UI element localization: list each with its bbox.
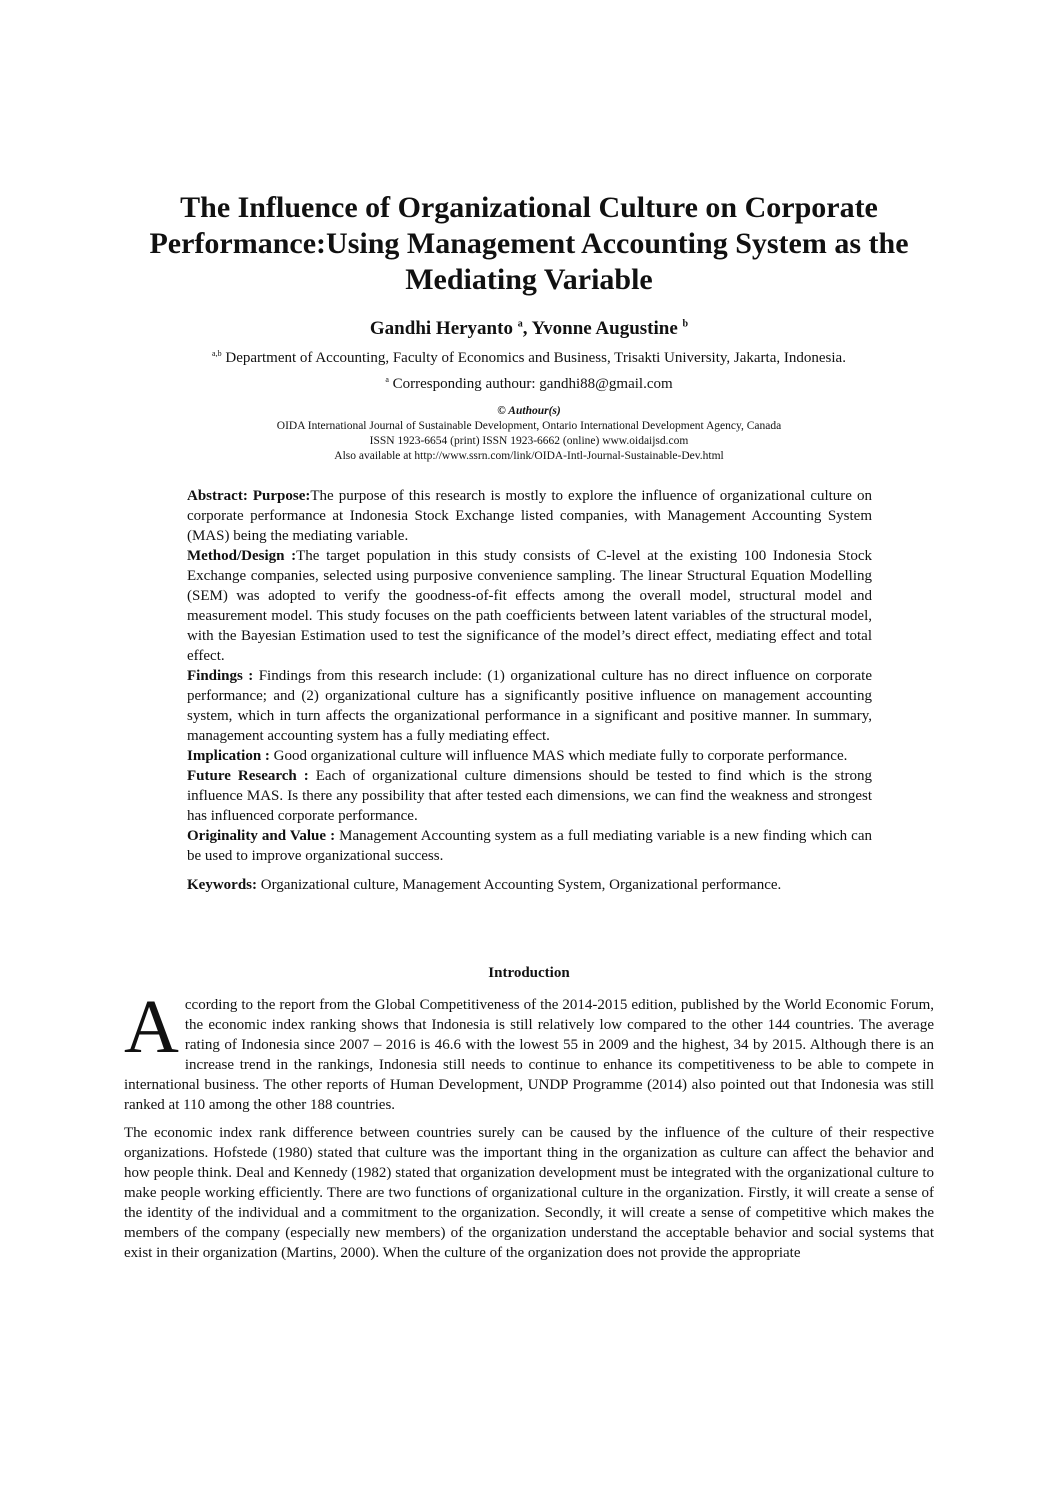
purpose-text: The purpose of this research is mostly to explore the influence of organizational culture on corporate performance at Indonesia Stock Exchange listed companies, with Management Accounting System (MAS) being the mediating variable. bbox=[187, 488, 872, 544]
originality-text: Management Accounting system as a full mediating variable is a new finding which can be used to improve organizational success. bbox=[187, 828, 872, 864]
abstract-method bbox=[187, 546, 872, 666]
affiliation-block bbox=[0, 343, 1058, 395]
keywords-text: Organizational culture, Management Accounting System, Organizational performance. bbox=[257, 877, 782, 893]
findings-label: Findings : bbox=[187, 668, 254, 684]
abstract-implication bbox=[187, 746, 872, 766]
section-heading-introduction: Introduction bbox=[488, 965, 570, 981]
corresponding-line bbox=[0, 369, 1058, 395]
issn-line: ISSN 1923-6654 (print) ISSN 1923-6662 (online) www.oidaijsd.com bbox=[369, 435, 689, 447]
title-line-3: Mediating Variable bbox=[405, 263, 653, 296]
abstract-future-research bbox=[187, 766, 872, 826]
author-1: Gandhi Heryanto bbox=[369, 318, 518, 339]
abstract-label: Abstract: bbox=[187, 488, 248, 504]
abstract-findings bbox=[187, 666, 872, 746]
title-line-1: The Influence of Organizational Culture on Corporate bbox=[180, 191, 878, 224]
paragraph-1-text: ccording to the report from the Global Competitiveness of the 2014-2015 edition, published by the World Economic Forum, the economic index ranking shows that Indonesia is still relatively low compared to the other 144 countries. The average rating of Indonesia since 2007 – 2016 is 46.6 with the lowest 55 in 2009 and the highest, 34 by 2015. Although there is an increase trend in the rankings, Indonesia still needs to continue to enhance its competitiveness to be able to compete in international business. The other reports of Human Development, UNDP Programme (2014) also pointed out that Indonesia was still ranked at 110 among the other 188 countries. bbox=[124, 997, 934, 1113]
affiliation-sup: a,b bbox=[212, 349, 222, 358]
corresponding-text: Corresponding authour: gandhi88@gmail.com bbox=[388, 376, 673, 392]
corresponding-sup: a bbox=[385, 375, 389, 384]
drop-cap: A bbox=[124, 985, 179, 1069]
abstract-purpose bbox=[187, 486, 872, 546]
originality-label: Originality and Value : bbox=[187, 828, 336, 844]
paper-title bbox=[100, 190, 958, 298]
author-separator: , bbox=[522, 318, 532, 339]
author-list bbox=[0, 318, 1058, 340]
introduction-body bbox=[124, 985, 934, 1271]
introduction-paragraph-1 bbox=[124, 985, 934, 1115]
method-label: Method/Design : bbox=[187, 548, 297, 564]
author-2-sup: b bbox=[682, 318, 689, 330]
introduction-paragraph-2: The economic index rank difference between countries surely can be caused by the influence of the culture of their respective organizations. Hofstede (1980) stated that culture was the important thing in the organization as culture can affect the behavior and how people think. Deal and Kennedy (1982) stated that organization development must be integrated with the organizational culture to make people working efficiently. There are two functions of organizational culture in the organization. Firstly, it will create a sense of the identity of the individual and a commitment to the organization. Secondly, it will create a sense of competitive which makes the members of the company (especially new members) of the organization understand the acceptable behavior and social systems that exist in their organization (Martins, 2000). When the culture of the organization does not provide the appropriate bbox=[124, 1125, 934, 1261]
keywords-label: Keywords: bbox=[187, 877, 257, 893]
author-1-sup: a bbox=[517, 318, 523, 330]
future-text: Each of organizational culture dimensions should be tested to find which is the strong influence MAS. Is there any possibility that after tested each dimensions, we can find the weakness and strongest has influenced corporate performance. bbox=[187, 768, 872, 824]
abstract-block bbox=[187, 486, 872, 895]
ssrn-line: Also available at http://www.ssrn.com/link/OIDA-Intl-Journal-Sustainable-Dev.html bbox=[334, 450, 724, 462]
affiliation-text: Department of Accounting, Faculty of Economics and Business, Trisakti University, Jakarta, Indonesia. bbox=[221, 350, 846, 366]
keywords bbox=[187, 875, 872, 895]
method-text: The target population in this study consists of C-level at the existing 100 Indonesia Stock Exchange companies, selected using purposive convenience sampling. The linear Structural Equation Modelling (SEM) was adopted to verify the goodness-of-fit effects among the overall model, structural model and measurement model. This study focuses on the path coefficients between latent variables of the structural model, with the Bayesian Estimation used to test the significance of the model’s direct effect, mediating effect and total effect. bbox=[187, 548, 873, 664]
copyright-block bbox=[0, 404, 1058, 464]
author-2: Yvonne Augustine bbox=[531, 318, 683, 339]
implication-label: Implication : bbox=[187, 748, 270, 764]
abstract-originality bbox=[187, 826, 872, 866]
future-label: Future Research : bbox=[187, 768, 309, 784]
copyright-line: © Authour(s) bbox=[497, 405, 561, 417]
findings-text: Findings from this research include: (1) organizational culture has no direct influence on corporate performance; and (2) organizational culture has a significantly positive influence on management accounting system, which in turn affects the organizational performance in a significant and positive manner. In summary, management accounting system has a fully mediating effect. bbox=[187, 668, 873, 744]
title-line-2: Performance:Using Management Accounting System as the bbox=[149, 227, 909, 260]
purpose-label: Purpose: bbox=[252, 488, 311, 504]
implication-text: Good organizational culture will influence MAS which mediate fully to corporate performance. bbox=[269, 748, 848, 764]
journal-line: OIDA International Journal of Sustainable Development, Ontario International Development Agency, Canada bbox=[276, 420, 782, 432]
affiliation-line bbox=[0, 343, 1058, 369]
